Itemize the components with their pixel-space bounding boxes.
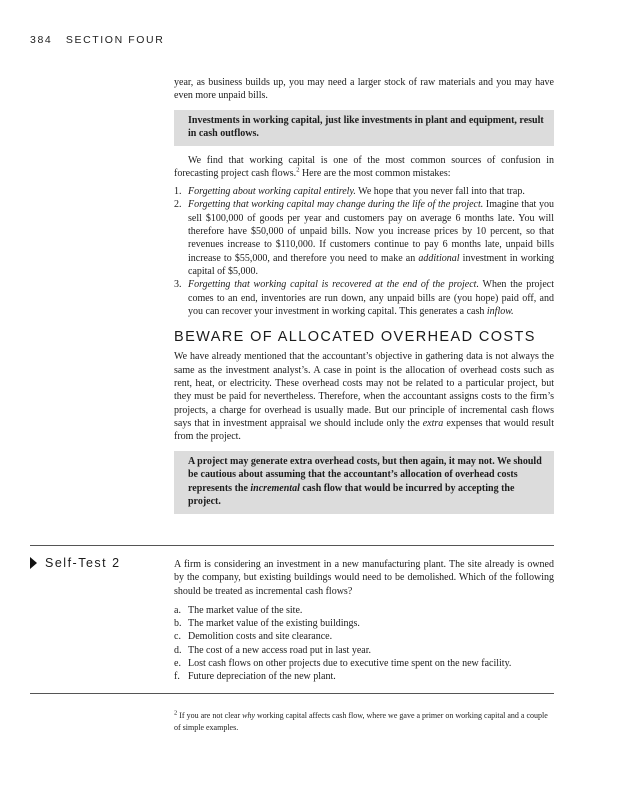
option-letter: b. [174, 618, 182, 630]
footnote-text: If you are not clear [177, 711, 243, 720]
mistake-number: 3. [174, 279, 182, 291]
self-test-top-rule [30, 545, 554, 546]
self-test-label [30, 556, 121, 570]
section-heading-overhead: BEWARE OF ALLOCATED OVERHEAD COSTS [174, 329, 536, 346]
callout-overhead-text: A project may generate extra overhead costs, but then again, it may not. We should be cautious about assuming that the accountant’s allocation of overhead costs represents the [188, 455, 542, 494]
callout-working-capital [174, 110, 554, 146]
option-text: The market value of the site. [188, 604, 303, 616]
mistake-item [174, 198, 554, 278]
footnote-marker: 2 [174, 709, 178, 717]
mistake-number: 2. [174, 199, 182, 211]
footnote-ref-2[interactable]: 2 [296, 166, 300, 174]
mistakes-list [174, 185, 554, 318]
option-letter: a. [174, 604, 181, 616]
footnote-text-tail: working capital affects cash flow, where we gave a primer on working capital and a couple of simple examples. [174, 711, 548, 732]
mistake-text: We hope that you never fall into that trap. [355, 186, 525, 198]
option-item [174, 644, 554, 657]
option-item [174, 657, 554, 670]
mistake-number: 1. [174, 186, 182, 198]
footnote-emphasis: why [242, 711, 255, 720]
overhead-paragraph-emphasis: extra [422, 417, 444, 429]
running-header [30, 34, 164, 46]
callout-overhead-emphasis: incremental [250, 482, 300, 494]
option-item [174, 604, 554, 617]
callout-overhead-tail: cash flow that would be incurred by accepting the project. [188, 482, 515, 508]
section-label: SECTION FOUR [65, 34, 165, 46]
page-number: 384 [30, 34, 53, 46]
mistake-lead: Forgetting about working capital entirely. [188, 186, 356, 198]
option-text: The market value of the existing buildings. [188, 618, 360, 630]
option-text: The cost of a new access road put in last year. [188, 644, 371, 656]
mistake-item [174, 278, 554, 318]
mistake-lead: Forgetting that working capital is recovered at the end of the project. [188, 279, 479, 291]
triangle-bullet-icon [30, 557, 37, 569]
working-capital-paragraph-tail: Here are the most common mistakes: [299, 167, 451, 179]
mistake-emphasis: additional [418, 252, 460, 264]
option-text: Lost cash flows on other projects due to executive time spent on the new facility. [188, 658, 512, 670]
option-letter: e. [174, 658, 181, 670]
mistake-emphasis: inflow. [486, 305, 514, 317]
overhead-paragraph-tail: expenses that would result from the project. [174, 417, 554, 443]
working-capital-paragraph-text: We find that working capital is one of the most common sources of confusion in forecasting project cash flows. [174, 154, 554, 179]
option-text: Future depreciation of the new plant. [188, 671, 336, 683]
footnote [174, 710, 556, 734]
option-letter: f. [174, 671, 180, 683]
mistake-text: Imagine that you sell $100,000 of goods per year and customers pay on average 6 months late. You will therefore have $50,000 of unpaid bills. Now you increase prices by 10 percent, so that revenues increase to $110,000. If customers continue to pay 6 months late, unpaid bills increase to $55,000, and therefore you need to make an [188, 199, 554, 264]
self-test-question: A firm is considering an investment in a new manufacturing plant. The site already is owned by the company, but existing buildings would need to be demolished. Which of the following should be treated as incremental cash flows? [174, 559, 554, 597]
option-item [174, 670, 554, 683]
option-text: Demolition costs and site clearance. [188, 631, 333, 643]
mistake-item [174, 185, 554, 198]
callout-overhead [174, 451, 554, 514]
option-item [174, 617, 554, 630]
self-test-body [174, 558, 554, 684]
callout-working-capital-text: Investments in working capital, just like investments in plant and equipment, result in cash outflows. [188, 114, 544, 140]
option-item [174, 630, 554, 643]
self-test-options [174, 604, 554, 684]
self-test-label-text: Self-Test 2 [45, 556, 121, 570]
intro-paragraph: year, as business builds up, you may need a larger stock of raw materials and you may have even more unpaid bills. [174, 77, 554, 102]
option-letter: d. [174, 644, 182, 656]
mistake-text: When the project comes to an end, inventories are run down, any unpaid bills are (you hope) paid off, and you can recover your investment in working capital. This generates a cash [188, 279, 554, 317]
overhead-paragraph-text: We have already mentioned that the accountant’s objective in gathering data is not always the same as the investment analyst’s. A case in point is the allocation of overhead costs such as rent, heat, or electricity. These overhead costs may not be related to a particular project, but they must be paid for nevertheless. Therefore, when the accountant assigns costs to the firm’s projects, a charge for overhead is usually made. But our principle of incremental cash flows says that in investment appraisal we should include only the [174, 351, 554, 429]
self-test-bottom-rule [30, 693, 554, 694]
mistake-lead: Forgetting that working capital may change during the life of the project. [188, 199, 484, 211]
overhead-paragraph [174, 350, 554, 443]
working-capital-paragraph [174, 154, 554, 181]
main-text-column [174, 76, 554, 522]
mistake-text-tail: investment in working capital of $5,000. [188, 252, 554, 277]
option-letter: c. [174, 631, 181, 643]
